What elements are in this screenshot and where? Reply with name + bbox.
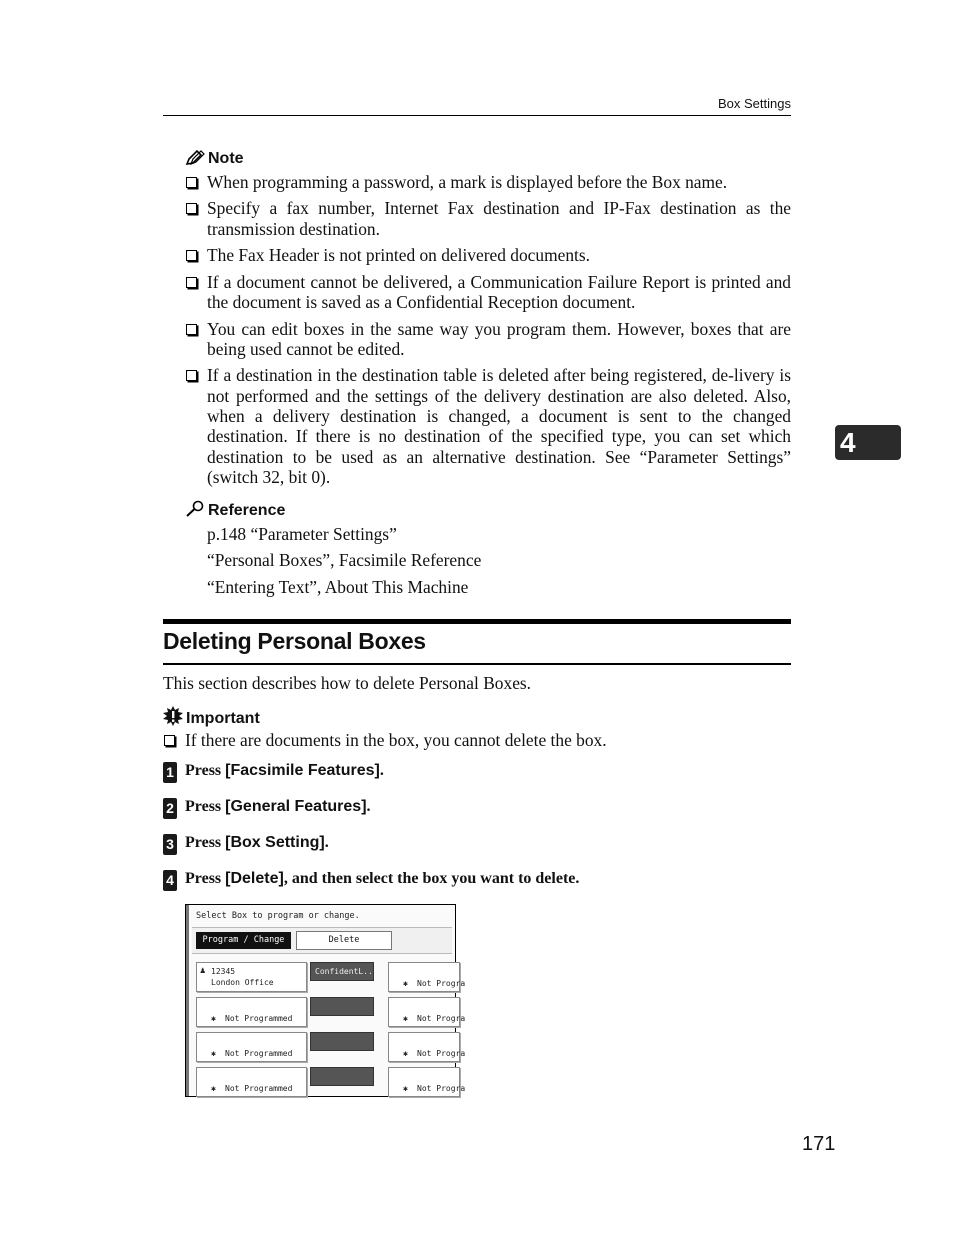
important-icon bbox=[163, 706, 183, 726]
running-head: Box Settings bbox=[718, 96, 791, 111]
step-4 bbox=[163, 870, 579, 891]
box-type-button-empty[interactable] bbox=[310, 1067, 374, 1086]
step-text: Press bbox=[185, 762, 226, 779]
section-title: Deleting Personal Boxes bbox=[163, 628, 426, 654]
box-name: London Office bbox=[211, 978, 274, 987]
not-programmed-label: Not Programmed bbox=[225, 1014, 293, 1023]
person-icon: ♟ bbox=[200, 966, 206, 976]
reference-list bbox=[207, 524, 481, 603]
not-programmed-label: Not Programmed bbox=[225, 1084, 293, 1093]
box-type-button-empty[interactable] bbox=[310, 997, 374, 1016]
box-slot-6[interactable] bbox=[388, 1032, 466, 1062]
box-slot-4[interactable] bbox=[388, 997, 466, 1027]
delete-key: [Delete] bbox=[225, 870, 284, 887]
asterisk-icon: ✱ bbox=[211, 1084, 216, 1093]
step-number: 1 bbox=[163, 762, 177, 783]
note-list bbox=[185, 172, 791, 493]
step-3 bbox=[163, 834, 329, 855]
reference-link[interactable]: p.148 “Parameter Settings” bbox=[207, 524, 397, 544]
section-top-rule bbox=[163, 619, 791, 624]
step-text: Press bbox=[185, 870, 226, 887]
step-number: 4 bbox=[163, 870, 177, 891]
screen-edge bbox=[186, 905, 189, 1096]
asterisk-icon: ✱ bbox=[211, 1014, 216, 1023]
step-text: Press bbox=[185, 798, 226, 815]
reference-item: “Personal Boxes”, Facsimile Reference bbox=[207, 550, 482, 571]
general-features-key: [General Features] bbox=[225, 798, 367, 815]
box-slot-7[interactable] bbox=[196, 1067, 307, 1097]
step-text: , and then select the box you want to delete. bbox=[283, 870, 580, 887]
step-text: Press bbox=[185, 834, 226, 851]
asterisk-icon: ✱ bbox=[403, 1084, 408, 1093]
note-item: The Fax Header is not printed on delivered documents. bbox=[185, 245, 791, 265]
box-slot-8[interactable] bbox=[388, 1067, 466, 1097]
not-programmed-label: Not Progra bbox=[417, 1084, 466, 1093]
important-label: Important bbox=[186, 710, 260, 727]
step-text: . bbox=[324, 834, 329, 851]
screen-caption: Select Box to program or change. bbox=[196, 911, 360, 921]
box-number: 12345 bbox=[211, 967, 236, 976]
box-type-button-empty[interactable] bbox=[310, 1032, 374, 1051]
important-item: If there are documents in the box, you cannot delete the box. bbox=[163, 730, 607, 751]
section-intro: This section describes how to delete Personal Boxes. bbox=[163, 673, 532, 693]
control-panel-screenshot bbox=[185, 904, 466, 1097]
asterisk-icon: ✱ bbox=[403, 979, 408, 988]
note-item: If a document cannot be delivered, a Communication Failure Report is printed and the document is saved as a Confidential Reception document. bbox=[185, 272, 791, 313]
note-item: Specify a fax number, Internet Fax destination and IP-Fax destination as the transmission destination. bbox=[185, 198, 791, 239]
asterisk-icon: ✱ bbox=[403, 1049, 408, 1058]
chapter-number: 4 bbox=[840, 427, 856, 458]
box-slot-2[interactable] bbox=[388, 962, 466, 992]
step-text: . bbox=[366, 798, 371, 815]
not-programmed-label: Not Progra bbox=[417, 979, 466, 988]
reference-heading bbox=[185, 500, 285, 520]
box-slot-3[interactable] bbox=[196, 997, 307, 1027]
pencil-icon bbox=[185, 150, 205, 166]
header-rule bbox=[163, 115, 791, 116]
box-slot-1[interactable] bbox=[196, 962, 307, 992]
note-label: Note bbox=[208, 150, 244, 167]
note-item: When programming a password, a mark is displayed before the Box name. bbox=[185, 172, 791, 192]
asterisk-icon: ✱ bbox=[403, 1014, 408, 1023]
program-change-button[interactable]: Program / Change bbox=[196, 932, 291, 949]
facsimile-features-key: [Facsimile Features] bbox=[225, 762, 380, 779]
reference-label: Reference bbox=[208, 502, 286, 519]
step-1 bbox=[163, 762, 384, 783]
box-setting-key: [Box Setting] bbox=[225, 834, 325, 851]
step-number: 2 bbox=[163, 798, 177, 819]
page-number: 171 bbox=[802, 1133, 836, 1155]
note-item: If a destination in the destination table is deleted after being registered, de-livery is not performed and the settings of the delivery destination are also deleted. Also, when a delivery destination is changed, a document is sent to the changed destination. If there is no destination of the specified type, you can set which destination to be used as an alternative destination. See “Parameter Settings” (switch 32, bit 0). bbox=[185, 365, 791, 487]
magnifier-icon bbox=[185, 500, 205, 518]
note-item: You can edit boxes in the same way you program them. However, boxes that are being used cannot be edited. bbox=[185, 319, 791, 360]
step-2 bbox=[163, 798, 371, 819]
not-programmed-label: Not Progra bbox=[417, 1014, 466, 1023]
not-programmed-label: Not Programmed bbox=[225, 1049, 293, 1058]
box-slot-1-label bbox=[211, 966, 274, 988]
note-heading bbox=[185, 150, 244, 168]
important-heading bbox=[163, 706, 260, 728]
asterisk-icon: ✱ bbox=[211, 1049, 216, 1058]
section-bottom-rule bbox=[163, 663, 791, 665]
chapter-tab bbox=[835, 425, 901, 460]
step-number: 3 bbox=[163, 834, 177, 855]
not-programmed-label: Not Progra bbox=[417, 1049, 466, 1058]
step-text: . bbox=[379, 762, 384, 779]
box-type-button[interactable]: ConfidentL.. bbox=[310, 962, 374, 981]
box-slot-5[interactable] bbox=[196, 1032, 307, 1062]
reference-item: “Entering Text”, About This Machine bbox=[207, 576, 469, 597]
delete-button[interactable]: Delete bbox=[296, 931, 392, 950]
